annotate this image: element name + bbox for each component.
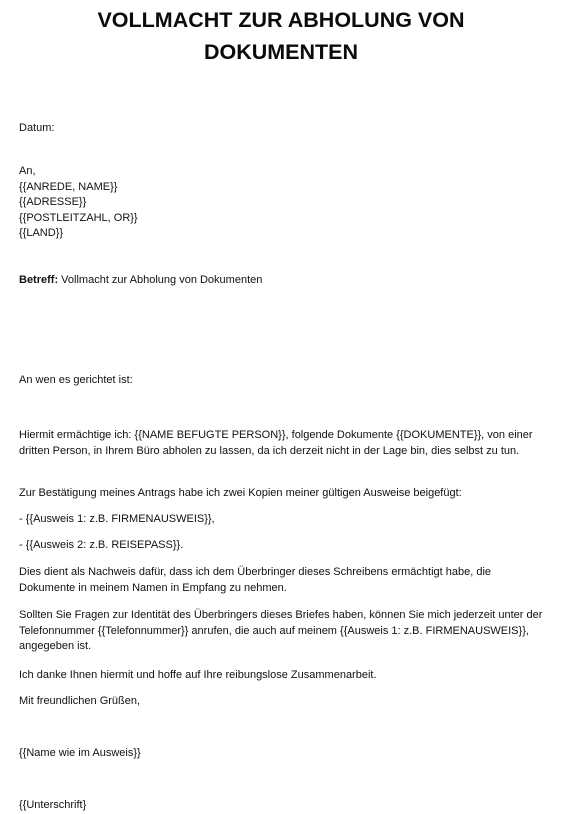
name-placeholder: {{Name wie im Ausweis}}: [19, 747, 141, 759]
id-item-2: - {{Ausweis 2: z.B. REISEPASS}}.: [19, 539, 184, 551]
recipient-salutation: An,: [19, 165, 36, 177]
paragraph-questions: Sollten Sie Fragen zur Identität des Überbringers dieses Briefes haben, können Sie mich jederzeit unter der Telefonnummer {{Telefonnummer}} anrufen, die auch auf meinem {{Ausweis 1: z.B. FIRMENAUSWEIS}}, angegeben ist.: [19, 609, 543, 652]
signature-placeholder: {{Unterschrift}: [19, 799, 87, 811]
recipient-country: {{LAND}}: [19, 227, 64, 239]
paragraph-thanks: Ich danke Ihnen hiermit und hoffe auf Ihre reibungslose Zusammenarbeit.: [19, 669, 377, 681]
recipient-postal: {{POSTLEITZAHL, OR}}: [19, 211, 138, 224]
subject-text: Vollmacht zur Abholung von Dokumenten: [58, 274, 263, 286]
paragraph-proof: Dies dient als Nachweis dafür, dass ich dem Überbringer dieses Schreibens ermächtigt habe, die Dokumente in meinem Namen in Empfang zu nehmen.: [19, 566, 492, 594]
subject-line: [19, 273, 547, 289]
greeting: An wen es gerichtet ist:: [19, 374, 133, 386]
title-line-2: DOKUMENTEN: [203, 40, 359, 64]
paragraph-authorization: Hiermit ermächtige ich: {{NAME BEFUGTE PERSON}}, folgende Dokumente {{DOKUMENTE}}, von einer dritten Person, in Ihrem Büro abholen zu lassen, da ich derzeit nicht in der Lage bin, dies selbst zu tun.: [19, 429, 533, 457]
paragraph-confirmation: Zur Bestätigung meines Antrags habe ich zwei Kopien meiner gültigen Ausweise beigefügt:: [19, 487, 462, 499]
date-label: Datum:: [19, 122, 55, 134]
id-item-1: - {{Ausweis 1: z.B. FIRMENAUSWEIS}},: [19, 513, 215, 525]
title-line-1: VOLLMACHT ZUR ABHOLUNG VON: [97, 8, 465, 32]
recipient-name: {{ANREDE, NAME}}: [19, 180, 118, 193]
closing: Mit freundlichen Grüßen,: [19, 695, 141, 707]
recipient-address: {{ADRESSE}}: [19, 196, 87, 208]
subject-label: Betreff:: [19, 274, 59, 286]
recipient-block: [19, 164, 547, 242]
document-title: [0, 4, 562, 68]
